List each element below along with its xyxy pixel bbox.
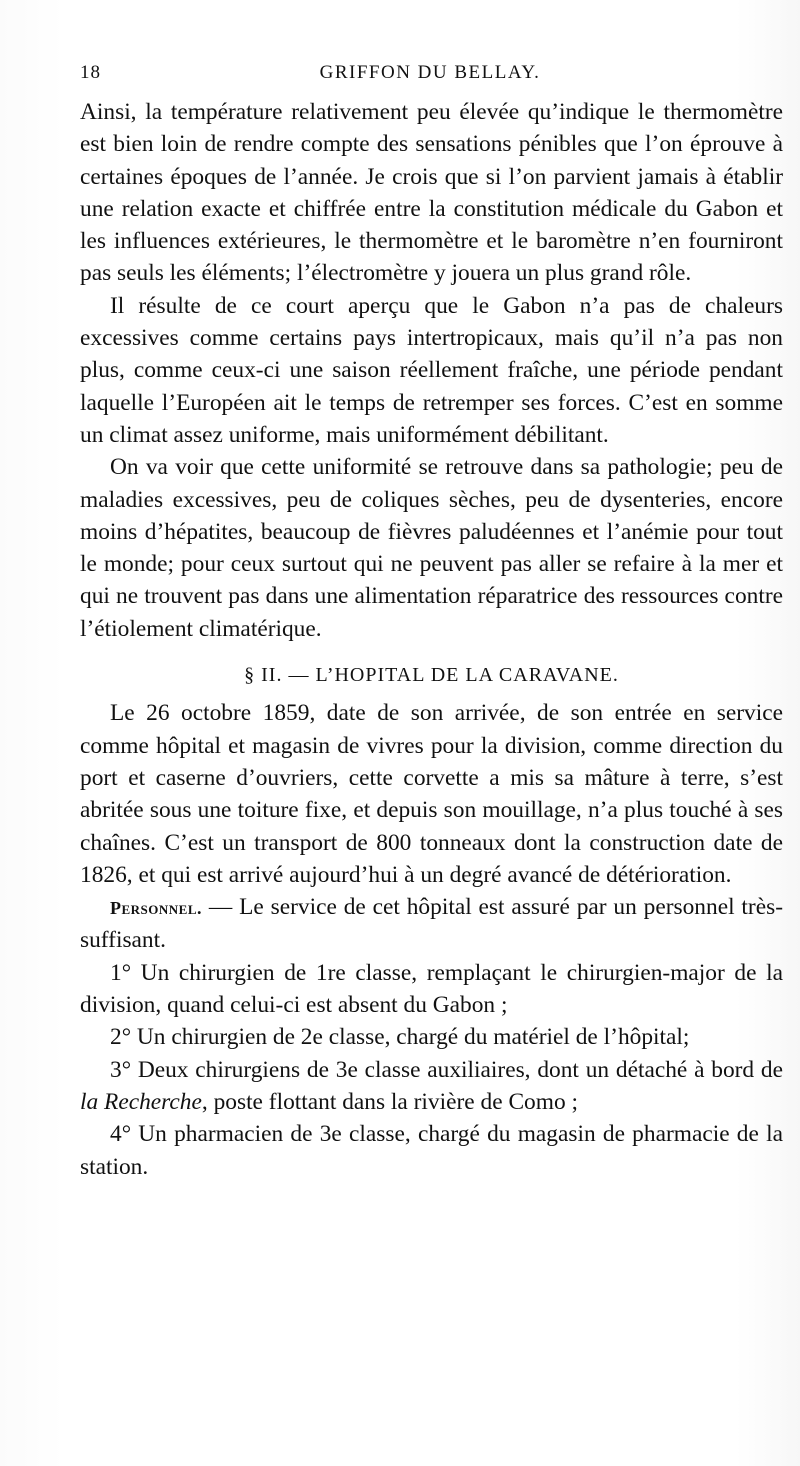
list-item: 2° Un chirurgien de 2e classe, chargé du matériel de l’hôpital;	[110, 1024, 690, 1051]
page-header	[80, 62, 780, 86]
paragraph-pathology: On va voir que cette uniformité se retrouve dans sa pathologie; peu de maladies excessives, peu de coliques sèches, peu de dysenteries, encore moins d’hépatites, beaucoup de fièvres paludéennes et l’anémie pour tout le monde; pour ceux surtout qui ne peuvent pas aller se refaire à la mer et qui ne trouvent pas dans une alimentation réparatrice des ressources contre l’étiolement climatérique.	[80, 454, 783, 642]
page-number: 18	[80, 62, 101, 83]
body-text	[80, 96, 783, 1183]
list-item: 3° Deux chirurgiens de 3e classe auxiliaires, dont un détaché à bord de la Recherche, poste flottant dans la rivière de Como ;	[80, 1056, 783, 1115]
paragraph-climate: Il résulte de ce court aperçu que le Gabon n’a pas de chaleurs excessives comme certains pays intertropicaux, mais qu’il n’a pas non plus, comme ceux-ci une saison réellement fraîche, une période pendant laquelle l’Européen ait le temps de retremper ses forces. C’est en somme un climat assez uniforme, mais uniformément débilitant.	[80, 292, 783, 448]
paragraph-thermometer: Ainsi, la température relativement peu élevée qu’indique le thermomètre est bien loin de rendre compte des sensations pénibles que l’on éprouve à certaines époques de l’année. Je crois que si l’on parvient jamais à établir une relation exacte et chiffrée entre la constitution médicale du Gabon et les influences extérieures, le thermomètre et le baromètre n’en fourniront pas seuls les éléments; l’électromètre y jouera un plus grand rôle.	[80, 99, 783, 287]
running-title: GRIFFON DU BELLAY.	[319, 62, 541, 83]
list-item: 1° Un chirurgien de 1re classe, remplaçant le chirurgien-major de la division, quand celui-ci est absent du Gabon ;	[80, 959, 783, 1019]
section-heading: § II. — L’HOPITAL DE LA CARAVANE.	[244, 664, 619, 687]
paragraph-personnel	[80, 891, 783, 957]
personnel-text: — Le service de cet hôpital est assuré par un personnel très-suffisant.	[80, 894, 783, 954]
ship-name: la Recherche	[80, 1088, 202, 1115]
personnel-subhead: Personnel.	[110, 898, 203, 919]
list-item: 4° Un pharmacien de 3e classe, chargé du magasin de pharmacie de la station.	[80, 1121, 783, 1180]
paragraph-hospital: Le 26 octobre 1859, date de son arrivée, de son entrée en service comme hôpital et magasin de vivres pour la division, comme direction du port et caserne d’ouvriers, cette corvette a mis sa mâture à terre, s’est abritée sous une toiture fixe, et depuis son mouillage, n’a plus touché à ses chaînes. C’est un transport de 800 tonneaux dont la construction date de 1826, et qui est arrivé aujourd’hui à un degré avancé de détérioration.	[80, 700, 783, 888]
